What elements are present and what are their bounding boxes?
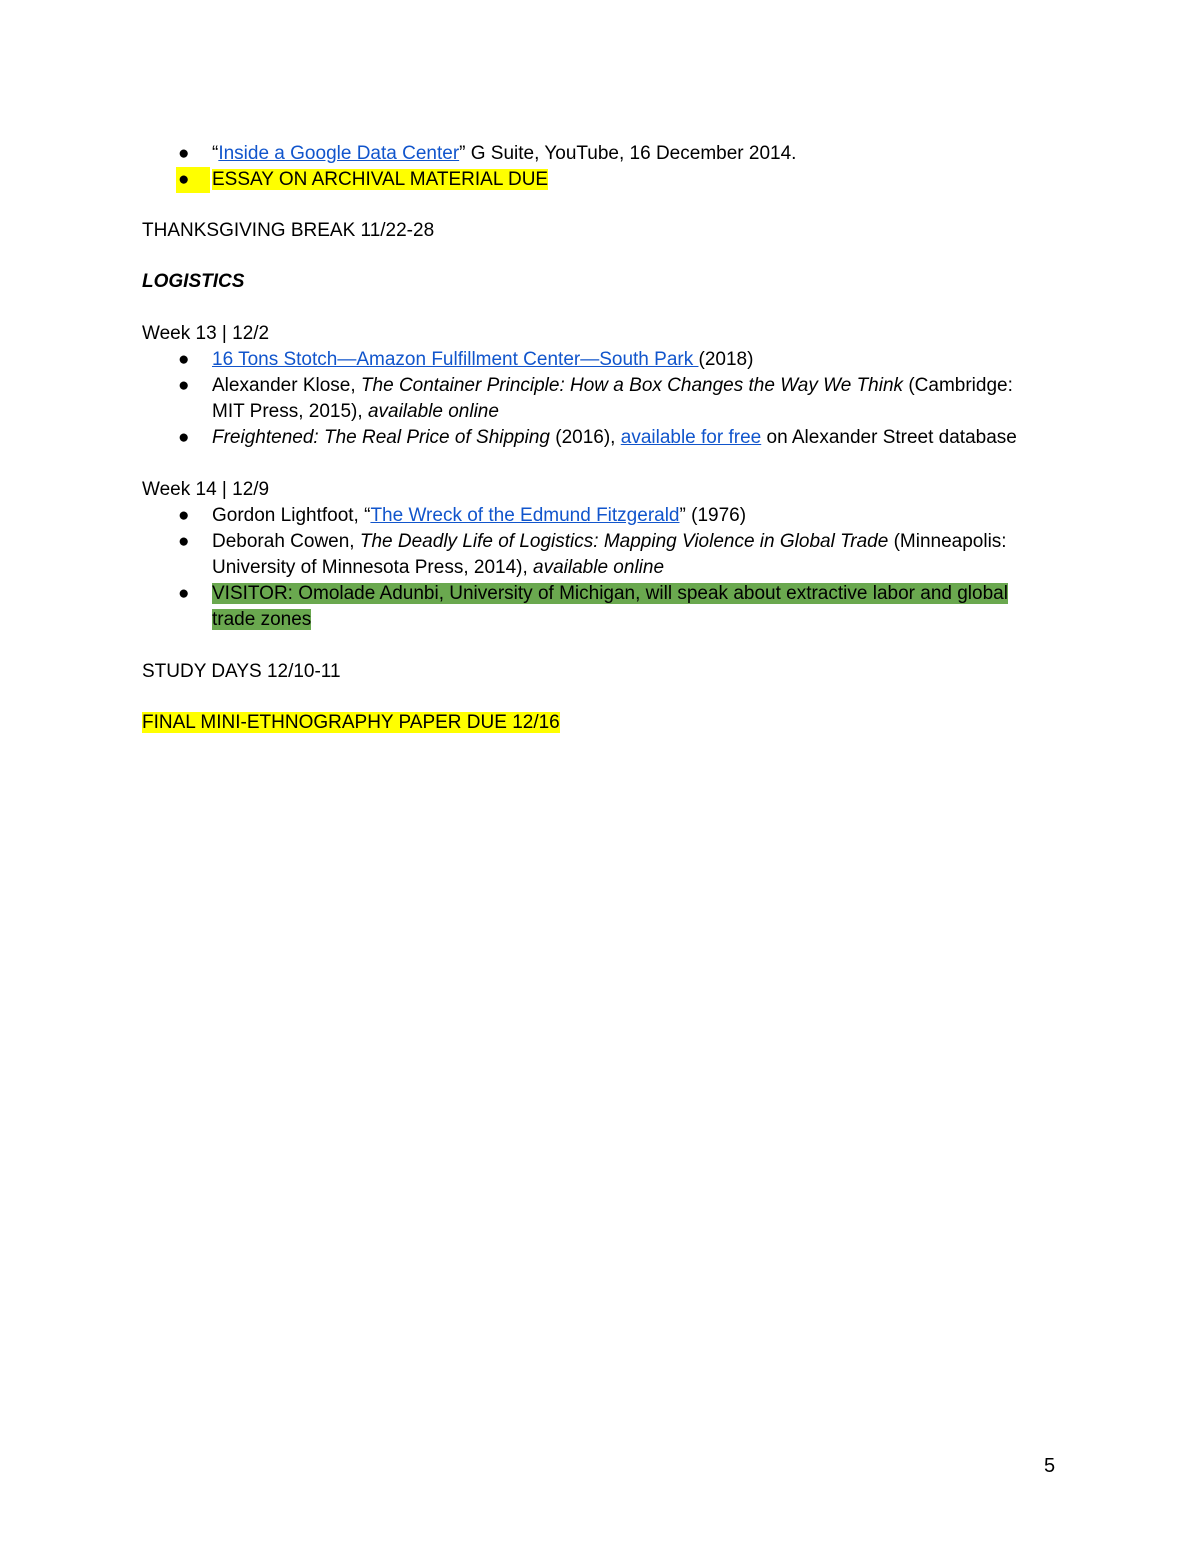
- section-heading: LOGISTICS: [142, 271, 245, 292]
- list-item: [142, 347, 1062, 373]
- bullet-icon: ●: [178, 349, 190, 370]
- list-item: [142, 373, 1062, 425]
- bullet-icon: ●: [178, 169, 190, 190]
- final-paper-due: [142, 710, 1062, 736]
- bullet-icon: ●: [178, 583, 190, 604]
- year: ” (1976): [679, 505, 747, 526]
- week-13-label: Week 13 | 12/2: [142, 323, 270, 344]
- availability: available online: [533, 557, 665, 578]
- artist: Gordon Lightfoot, “: [212, 505, 371, 526]
- availability: available online: [367, 401, 499, 422]
- bullet-icon: ●: [178, 505, 190, 526]
- bullet-icon: ●: [178, 427, 190, 448]
- visitor-notice-line2: trade zones: [212, 609, 312, 630]
- list-item: [142, 581, 1062, 633]
- publisher-start: (Minneapolis:: [888, 531, 1007, 552]
- week-14-label: Week 14 | 12/9: [142, 479, 270, 500]
- available-for-free-link[interactable]: available for free: [620, 427, 762, 448]
- page-number: 5: [1044, 1455, 1056, 1477]
- quote-open: “: [212, 143, 219, 164]
- south-park-link[interactable]: 16 Tons Stotch—Amazon Fulfillment Center—South Park: [212, 349, 699, 370]
- google-data-center-link[interactable]: Inside a Google Data Center: [218, 143, 460, 164]
- database-note: on Alexander Street database: [761, 427, 1017, 448]
- author: Alexander Klose,: [212, 375, 361, 396]
- book-title: The Container Principle: How a Box Changes the Way We Think: [360, 375, 904, 396]
- week-14-list: [142, 503, 1062, 633]
- top-reading-list: [142, 141, 1062, 193]
- edmund-fitzgerald-link[interactable]: The Wreck of the Edmund Fitzgerald: [370, 505, 680, 526]
- year: (2018): [698, 349, 754, 370]
- list-item: [142, 529, 1062, 581]
- visitor-notice-line1: VISITOR: Omolade Adunbi, University of Michigan, will speak about extractive labor and global: [212, 583, 1008, 604]
- citation-rest: ” G Suite, YouTube, 16 December 2014.: [459, 143, 797, 164]
- author: Deborah Cowen,: [212, 531, 360, 552]
- publisher-end: University of Minnesota Press, 2014),: [212, 557, 534, 578]
- bullet-icon: ●: [178, 375, 190, 396]
- list-item: [142, 167, 1062, 193]
- film-title: Freightened: The Real Price of Shipping: [212, 427, 550, 448]
- final-paper-due-text: FINAL MINI-ETHNOGRAPHY PAPER DUE 12/16: [142, 712, 560, 733]
- bullet-icon: ●: [178, 531, 190, 552]
- book-title: The Deadly Life of Logistics: Mapping Violence in Global Trade: [359, 531, 889, 552]
- study-days: STUDY DAYS 12/10-11: [142, 661, 341, 682]
- week-13-list: [142, 347, 1062, 451]
- list-item: [142, 141, 1062, 167]
- bullet-icon: ●: [178, 143, 190, 164]
- thanksgiving-break: THANKSGIVING BREAK 11/22-28: [142, 220, 435, 241]
- publisher-end: MIT Press, 2015),: [212, 401, 368, 422]
- publisher-start: (Cambridge:: [903, 375, 1013, 396]
- essay-due-notice: ESSAY ON ARCHIVAL MATERIAL DUE: [212, 169, 549, 190]
- year: (2016),: [549, 427, 621, 448]
- list-item: [142, 503, 1062, 529]
- list-item: [142, 425, 1062, 451]
